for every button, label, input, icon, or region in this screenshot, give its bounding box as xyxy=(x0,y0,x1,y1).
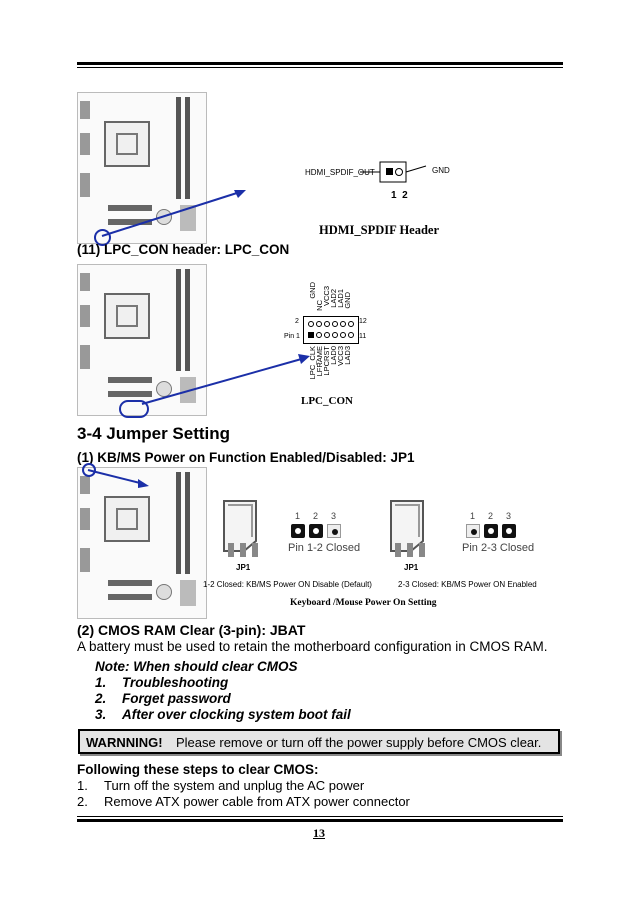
lpc-top-label: VCC3 xyxy=(322,286,331,307)
lpc-connector xyxy=(303,316,359,344)
jp1-right-label: JP1 xyxy=(404,563,419,572)
lpc-pin12-label: 12 xyxy=(359,318,367,325)
lpc-caption: LPC_CON xyxy=(301,395,353,407)
lpc-bottom-label: LAD3 xyxy=(343,346,352,365)
top-rule-thick xyxy=(77,62,563,65)
step-text: Remove ATX power cable from ATX power connector xyxy=(104,794,410,809)
lpc-bottom-label: LPCRST xyxy=(322,346,331,376)
lpc-heading: (11) LPC_CON header: LPC_CON xyxy=(77,242,290,257)
jp1-right-pin1 xyxy=(466,524,480,538)
jp1-left-pin1 xyxy=(291,524,305,538)
warning-text: Please remove or turn off the power supply before CMOS clear. xyxy=(176,735,542,750)
jp1-left-pin3 xyxy=(327,524,341,538)
jp1-desc-left: 1-2 Closed: KB/MS Power ON Disable (Default) xyxy=(203,580,372,589)
note-item-text: Troubleshooting xyxy=(122,675,229,690)
step-num: 1. xyxy=(77,778,88,793)
warning-label: WARNNING! xyxy=(86,735,163,750)
warning-box xyxy=(78,729,560,754)
steps-title: Following these steps to clear CMOS: xyxy=(77,762,319,777)
jp1-caption: Keyboard /Mouse Power On Setting xyxy=(290,598,437,608)
jp1-left-pin2 xyxy=(309,524,323,538)
jp1-left-label: JP1 xyxy=(236,563,251,572)
spdif-header-diagram xyxy=(360,160,432,184)
lpc-top-label: NC xyxy=(315,300,324,311)
jp1-right-pin-num: 1 xyxy=(470,511,476,521)
top-rule-thin xyxy=(77,67,563,68)
jumper-heading: (1) KB/MS Power on Function Enabled/Disabled: JP1 xyxy=(77,450,415,465)
jp1-pointer-arrow xyxy=(86,468,152,490)
jumper-cap-illustration-left xyxy=(218,497,268,559)
jp1-left-pin-num: 3 xyxy=(331,511,337,521)
jp1-closed12-label: Pin 1-2 Closed xyxy=(288,542,361,554)
jp1-right-pin-num: 3 xyxy=(506,511,512,521)
jp1-right-pin-num: 2 xyxy=(488,511,494,521)
lpc-top-label: LAD1 xyxy=(336,289,345,308)
lpc-pin1-label: Pin 1 xyxy=(284,333,300,340)
lpc-top-label: GND xyxy=(308,282,317,299)
lpc-top-label: GND xyxy=(343,292,352,309)
note-title: Note: When should clear CMOS xyxy=(95,659,298,674)
spdif-out-label: HDMI_SPDIF_OUT xyxy=(305,168,375,177)
lpc-bottom-label: LAD0 xyxy=(329,346,338,365)
jumper-section-title: 3-4 Jumper Setting xyxy=(77,424,231,443)
lpc-bottom-label: LPC_CLK xyxy=(308,346,317,380)
bottom-rule-thick xyxy=(77,819,563,822)
jp1-left-pin-num: 1 xyxy=(295,511,301,521)
spdif-gnd-label: GND xyxy=(432,166,450,175)
spdif-pin-numbers: 1 2 xyxy=(391,190,408,201)
note-item-num: 1. xyxy=(95,675,107,690)
spdif-pointer-arrow xyxy=(100,186,250,242)
lpc-top-label: LAD2 xyxy=(329,289,338,308)
cmos-heading: (2) CMOS RAM Clear (3-pin): JBAT xyxy=(77,622,306,638)
jp1-closed23-label: Pin 2-3 Closed xyxy=(462,542,535,554)
jumper-cap-illustration-right xyxy=(385,497,435,559)
bottom-rule-thin xyxy=(77,816,563,817)
note-item-num: 2. xyxy=(95,691,107,706)
spdif-caption: HDMI_SPDIF Header xyxy=(319,223,440,237)
note-item-text: After over clocking system boot fail xyxy=(122,707,351,722)
note-item-num: 3. xyxy=(95,707,107,722)
jp1-right-pin2 xyxy=(484,524,498,538)
jp1-left-pin-num: 2 xyxy=(313,511,319,521)
note-item-text: Forget password xyxy=(122,691,231,706)
page-number: 13 xyxy=(313,826,325,840)
lpc-pin2-label: 2 xyxy=(295,318,299,325)
cmos-intro: A battery must be used to retain the motherboard configuration in CMOS RAM. xyxy=(77,639,548,654)
lpc-bottom-label: VCC3 xyxy=(336,346,345,367)
jp1-desc-right: 2-3 Closed: KB/MS Power ON Enabled xyxy=(398,580,537,589)
lpc-pointer-arrow xyxy=(140,352,315,412)
lpc-pin11-label: 11 xyxy=(359,333,367,340)
lpc-bottom-label: LFRAME xyxy=(315,346,324,377)
step-text: Turn off the system and unplug the AC power xyxy=(104,778,365,793)
jp1-right-pin3 xyxy=(502,524,516,538)
step-num: 2. xyxy=(77,794,88,809)
